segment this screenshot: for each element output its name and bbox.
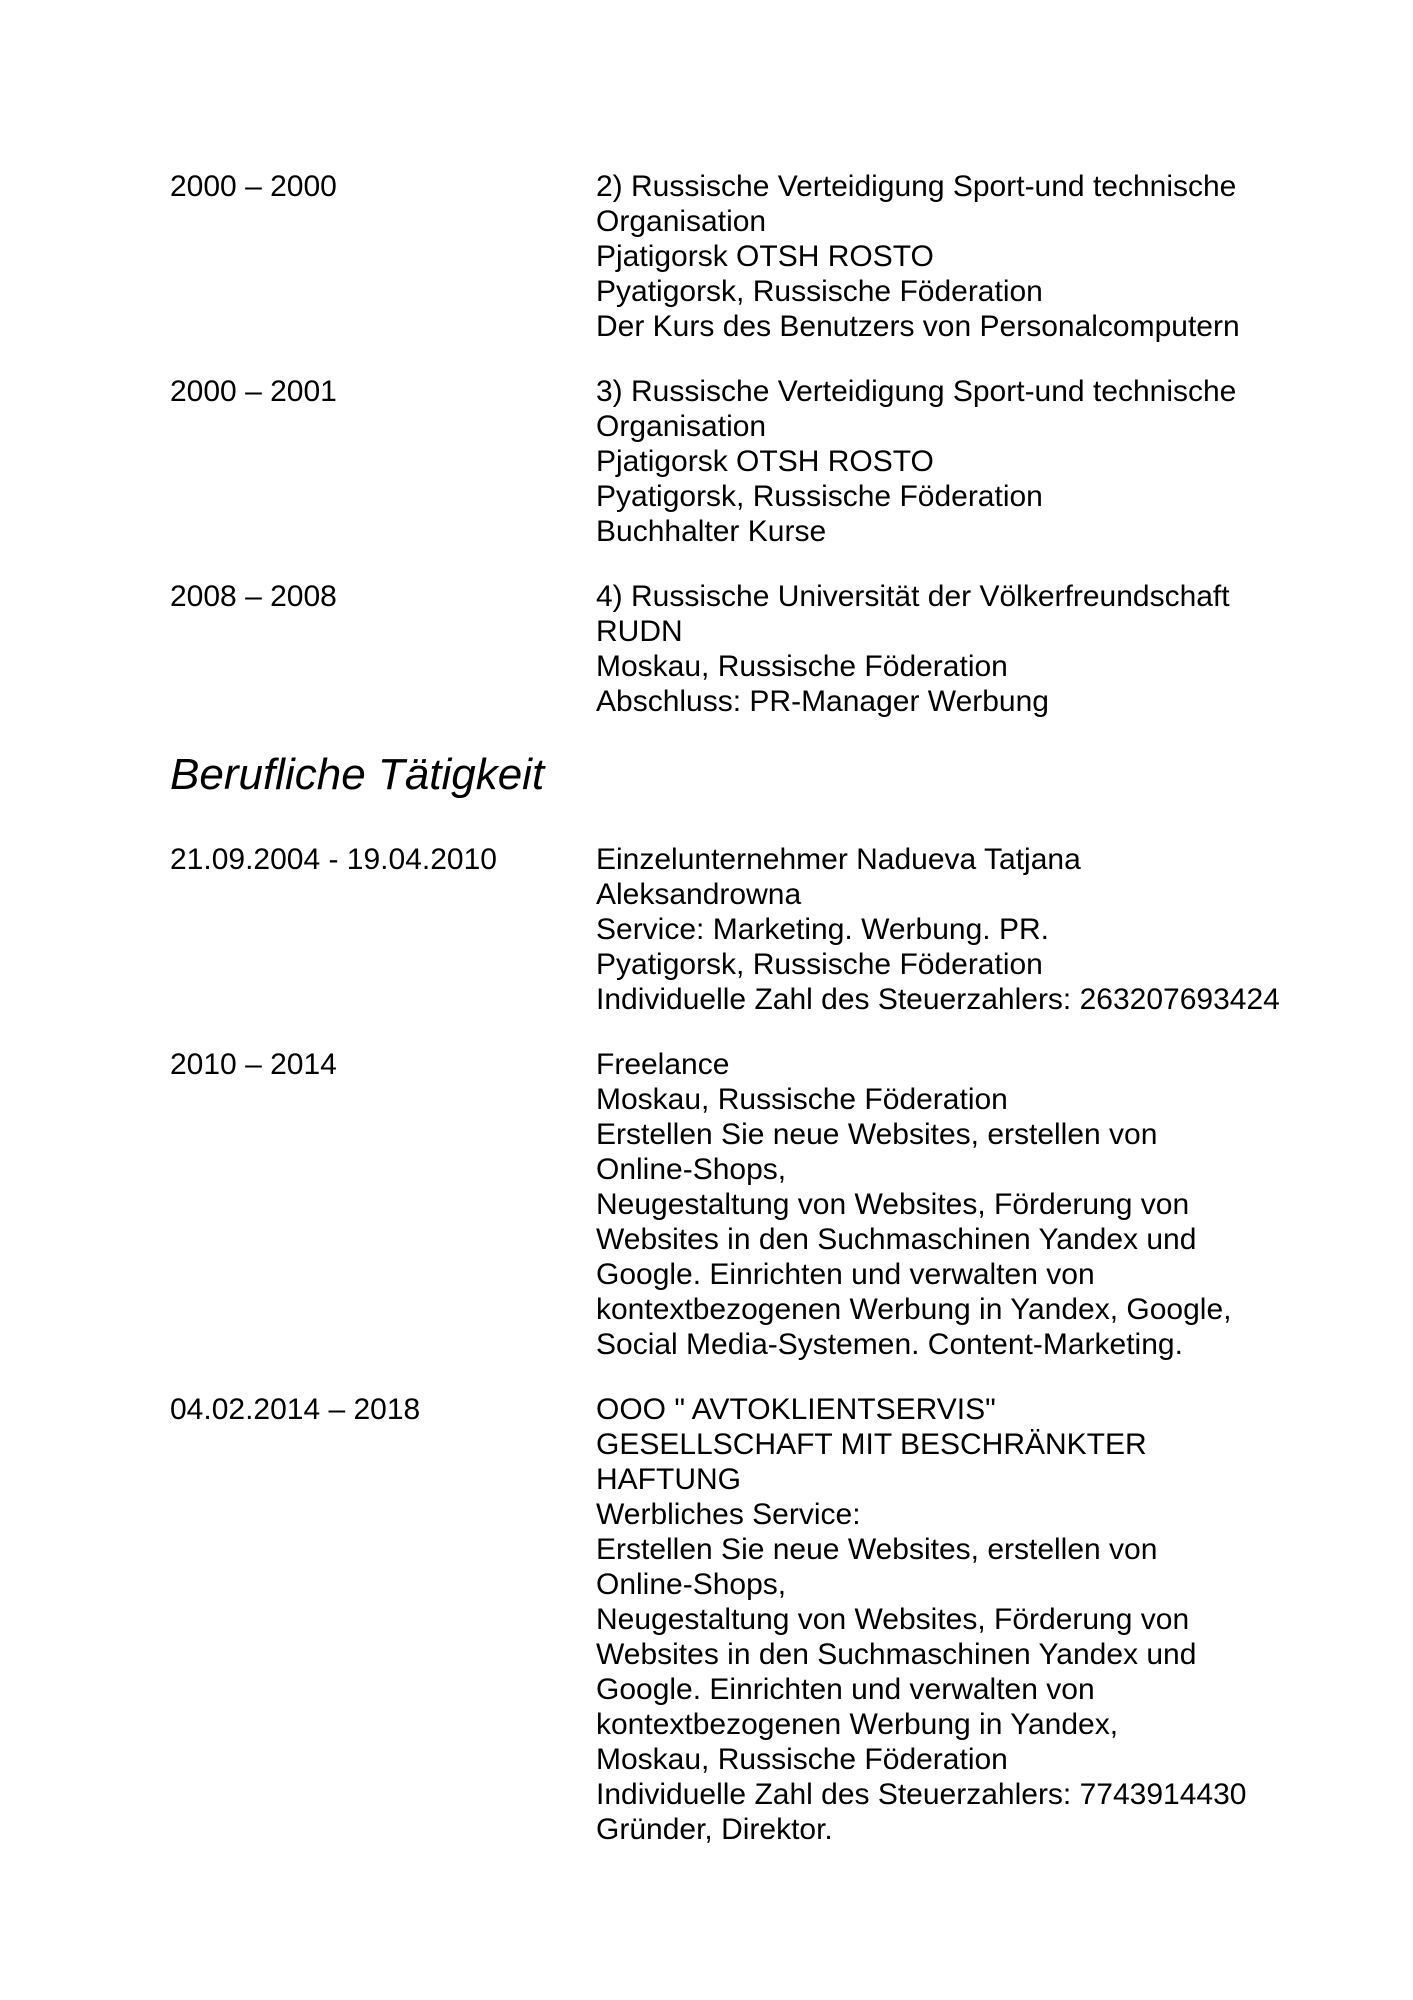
- detail-line: 4) Russische Universität der Völkerfreundschaft: [596, 580, 1230, 613]
- entry-details: [596, 374, 1336, 549]
- detail-line: Google. Einrichten und verwalten von: [596, 1673, 1095, 1706]
- detail-line: kontextbezogenen Werbung in Yandex,: [596, 1708, 1119, 1741]
- entry-period: 21.09.2004 - 19.04.2010: [170, 843, 497, 876]
- detail-line: 3) Russische Verteidigung Sport-und technische: [596, 375, 1237, 408]
- work-entries: [170, 842, 1413, 1847]
- section-heading: Berufliche Tätigkeit: [170, 750, 545, 799]
- detail-line: OOO " AVTOKLIENTSERVIS": [596, 1393, 996, 1426]
- detail-line: Freelance: [596, 1048, 730, 1081]
- cv-entry: [170, 169, 1413, 344]
- detail-line: Websites in den Suchmaschinen Yandex und: [596, 1638, 1197, 1671]
- detail-line: kontextbezogenen Werbung in Yandex, Google,: [596, 1293, 1232, 1326]
- detail-line: Moskau, Russische Föderation: [596, 1743, 1008, 1776]
- detail-line: Social Media-Systemen. Content-Marketing.: [596, 1328, 1183, 1361]
- detail-line: Individuelle Zahl des Steuerzahlers: 7743914430: [596, 1778, 1247, 1811]
- detail-line: Erstellen Sie neue Websites, erstellen von: [596, 1533, 1158, 1566]
- detail-line: Neugestaltung von Websites, Förderung von: [596, 1603, 1190, 1636]
- entry-period: 2000 – 2001: [170, 375, 337, 408]
- detail-line: Gründer, Direktor.: [596, 1813, 833, 1846]
- detail-line: RUDN: [596, 615, 683, 648]
- detail-line: Pyatigorsk, Russische Föderation: [596, 948, 1043, 981]
- detail-line: Werbliches Service:: [596, 1498, 861, 1531]
- detail-line: Organisation: [596, 410, 767, 443]
- detail-line: Individuelle Zahl des Steuerzahlers: 263207693424: [596, 983, 1280, 1016]
- entry-details: [596, 169, 1336, 344]
- detail-line: Google. Einrichten und verwalten von: [596, 1258, 1095, 1291]
- detail-line: Der Kurs des Benutzers von Personalcomputern: [596, 310, 1240, 343]
- detail-line: Pyatigorsk, Russische Föderation: [596, 275, 1043, 308]
- detail-line: Moskau, Russische Föderation: [596, 1083, 1008, 1116]
- detail-line: Neugestaltung von Websites, Förderung von: [596, 1188, 1190, 1221]
- detail-line: Websites in den Suchmaschinen Yandex und: [596, 1223, 1197, 1256]
- education-entries: [170, 169, 1413, 719]
- detail-line: Buchhalter Kurse: [596, 515, 827, 548]
- detail-line: Online-Shops,: [596, 1568, 787, 1601]
- detail-line: Moskau, Russische Föderation: [596, 650, 1008, 683]
- entry-period: 2008 – 2008: [170, 580, 337, 613]
- entry-details: [596, 1047, 1336, 1362]
- detail-line: Organisation: [596, 205, 767, 238]
- entry-details: [596, 579, 1336, 719]
- detail-line: Abschluss: PR-Manager Werbung: [596, 685, 1049, 718]
- cv-entry: [170, 842, 1413, 1017]
- detail-line: HAFTUNG: [596, 1463, 741, 1496]
- cv-entry: [170, 579, 1413, 719]
- detail-line: Pyatigorsk, Russische Föderation: [596, 480, 1043, 513]
- detail-line: Aleksandrowna: [596, 878, 802, 911]
- entry-details: [596, 1392, 1336, 1847]
- entry-details: [596, 842, 1336, 1017]
- detail-line: Einzelunternehmer Nadueva Tatjana: [596, 843, 1081, 876]
- detail-line: Service: Marketing. Werbung. PR.: [596, 913, 1049, 946]
- detail-line: Pjatigorsk OTSH ROSTO: [596, 445, 934, 478]
- cv-entry: [170, 374, 1413, 549]
- detail-line: Erstellen Sie neue Websites, erstellen von: [596, 1118, 1158, 1151]
- cv-entry: [170, 1392, 1413, 1847]
- entry-period: 2010 – 2014: [170, 1048, 337, 1081]
- detail-line: Pjatigorsk OTSH ROSTO: [596, 240, 934, 273]
- detail-line: 2) Russische Verteidigung Sport-und technische: [596, 170, 1237, 203]
- detail-line: GESELLSCHAFT MIT BESCHRÄNKTER: [596, 1428, 1147, 1461]
- entry-period: 04.02.2014 – 2018: [170, 1393, 421, 1426]
- cv-entry: [170, 1047, 1413, 1362]
- detail-line: Online-Shops,: [596, 1153, 787, 1186]
- entry-period: 2000 – 2000: [170, 170, 337, 203]
